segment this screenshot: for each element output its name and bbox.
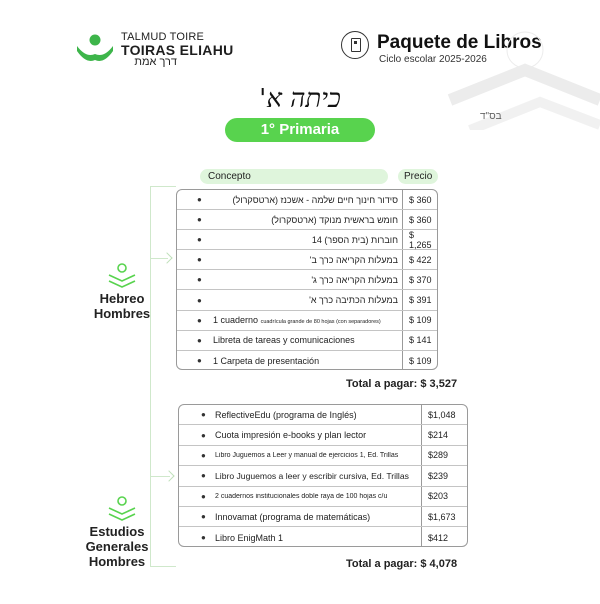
table-row: ● 1 cuaderno cuadrícula grande de 80 hojas (con separadores) $ 109: [177, 311, 437, 331]
section-label-estudios-generales: Estudios Generales Hombres: [85, 524, 149, 569]
item-price: $ 370: [402, 270, 437, 289]
package-subtitle: Ciclo escolar 2025-2026: [379, 54, 487, 65]
table-row: ● Libreta de tareas y comunicaciones $ 141: [177, 331, 437, 351]
item-concept: חוברות (בית הספר) 14: [311, 234, 398, 245]
table-row: ● Innovamat (programa de matemáticas) $1,673: [179, 507, 467, 527]
section-label-hebreo: Hebreo Hombres: [93, 291, 151, 321]
total-hebreo: Total a pagar: $ 3,527: [346, 378, 458, 390]
item-price: $289: [421, 446, 467, 465]
table-row: ● 2 cuadernos institucionales doble raya de 100 hojas c/u $203: [179, 487, 467, 507]
table-row: ● במעלות הקריאה כרך ב' $ 422: [177, 250, 437, 270]
item-concept: ReflectiveEdu (programa de Inglés): [215, 409, 357, 420]
item-concept: סידור חינוך חיים שלמה - אשכנז (ארטסקרול): [232, 194, 398, 205]
tree-line: [150, 186, 151, 566]
table-row: ● חוברות (בית הספר) 14 $ 1,265: [177, 230, 437, 250]
table-row: ● Libro EnigMath 1 $412: [179, 527, 467, 547]
item-price: $ 422: [402, 250, 437, 269]
table-row: ● Libro Juguemos a Leer y manual de ejercicios 1, Ed. Trillas $289: [179, 446, 467, 466]
item-concept: 1 Carpeta de presentación: [213, 355, 320, 366]
item-concept: Libro Juguemos a leer y escribir cursiva, Ed. Trillas: [215, 470, 409, 481]
table-row: ● 1 Carpeta de presentación $ 109: [177, 351, 437, 370]
item-price: $ 360: [402, 190, 437, 209]
item-price: $214: [421, 425, 467, 444]
column-header-price: Precio: [398, 169, 438, 184]
logo-line-2: TOIRAS ELIAHU: [121, 42, 234, 58]
item-price: $203: [421, 487, 467, 506]
column-header-concept: Concepto: [200, 169, 388, 184]
table-row: ● Libro Juguemos a leer y escribir cursiva, Ed. Trillas $239: [179, 466, 467, 486]
chevron-right-icon: [163, 470, 174, 481]
item-price: $ 360: [402, 210, 437, 229]
item-price: $ 391: [402, 290, 437, 309]
item-concept: חומש בראשית מנוקד (ארטסקרול): [271, 214, 398, 225]
item-concept-note: cuadrícula grande de 80 hojas (con separadores): [260, 319, 381, 326]
table-row: ● סידור חינוך חיים שלמה - אשכנז (ארטסקרול) $ 360: [177, 190, 437, 210]
item-price: $ 141: [402, 331, 437, 350]
items-table-hebreo: [176, 189, 438, 370]
package-title: Paquete de Libros: [377, 32, 542, 53]
book-circle-icon: [341, 31, 369, 59]
grade-hebrew: כיתה א': [259, 84, 341, 114]
logo-line-1: TALMUD TOIRE: [121, 31, 205, 43]
item-price: $1,673: [421, 507, 467, 526]
item-concept: 2 cuadernos institucionales doble raya de 100 hojas c/u: [215, 492, 388, 500]
bsd-mark: בס"ד: [480, 111, 502, 122]
reader-icon: [107, 263, 137, 289]
tree-branch: [150, 186, 176, 187]
grade-pill: 1° Primaria: [225, 118, 375, 142]
item-concept: במעלות הכתיבה כרך א': [309, 295, 398, 306]
logo-line-3: דרך אמת: [134, 56, 177, 68]
table-row: ● חומש בראשית מנוקד (ארטסקרול) $ 360: [177, 210, 437, 230]
item-concept: Libreta de tareas y comunicaciones: [213, 335, 355, 346]
item-concept: במעלות הקריאה כרך ג': [311, 274, 398, 285]
person-book-logo-icon: [76, 34, 114, 64]
table-row: ● במעלות הקריאה כרך ג' $ 370: [177, 270, 437, 290]
tree-branch: [150, 566, 176, 567]
table-row: ● ReflectiveEdu (programa de Inglés) $1,048: [179, 405, 467, 425]
chevron-right-icon: [161, 252, 172, 263]
item-price: $1,048: [421, 405, 467, 424]
reader-icon: [107, 496, 137, 522]
total-estudios-generales: Total a pagar: $ 4,078: [346, 558, 458, 570]
item-price: $ 109: [402, 311, 437, 330]
item-concept: Cuota impresión e-books y plan lector: [215, 430, 367, 441]
item-price: $239: [421, 466, 467, 485]
table-row: ● במעלות הכתיבה כרך א' $ 391: [177, 290, 437, 310]
decorative-shapes: [430, 20, 600, 130]
item-concept: Innovamat (programa de matemáticas): [215, 511, 371, 522]
item-price: $412: [421, 527, 467, 547]
item-concept: Libro Juguemos a Leer y manual de ejercicios 1, Ed. Trillas: [215, 451, 399, 459]
items-table-estudios-generales: [178, 404, 468, 547]
item-price: $ 1,265: [402, 230, 437, 249]
item-price: $ 109: [402, 351, 437, 370]
item-concept: 1 cuaderno cuadrícula grande de 80 hojas (con separadores): [213, 315, 381, 326]
item-concept: במעלות הקריאה כרך ב': [309, 254, 398, 265]
table-row: ● Cuota impresión e-books y plan lector $214: [179, 425, 467, 445]
item-concept: Libro EnigMath 1: [215, 532, 284, 543]
